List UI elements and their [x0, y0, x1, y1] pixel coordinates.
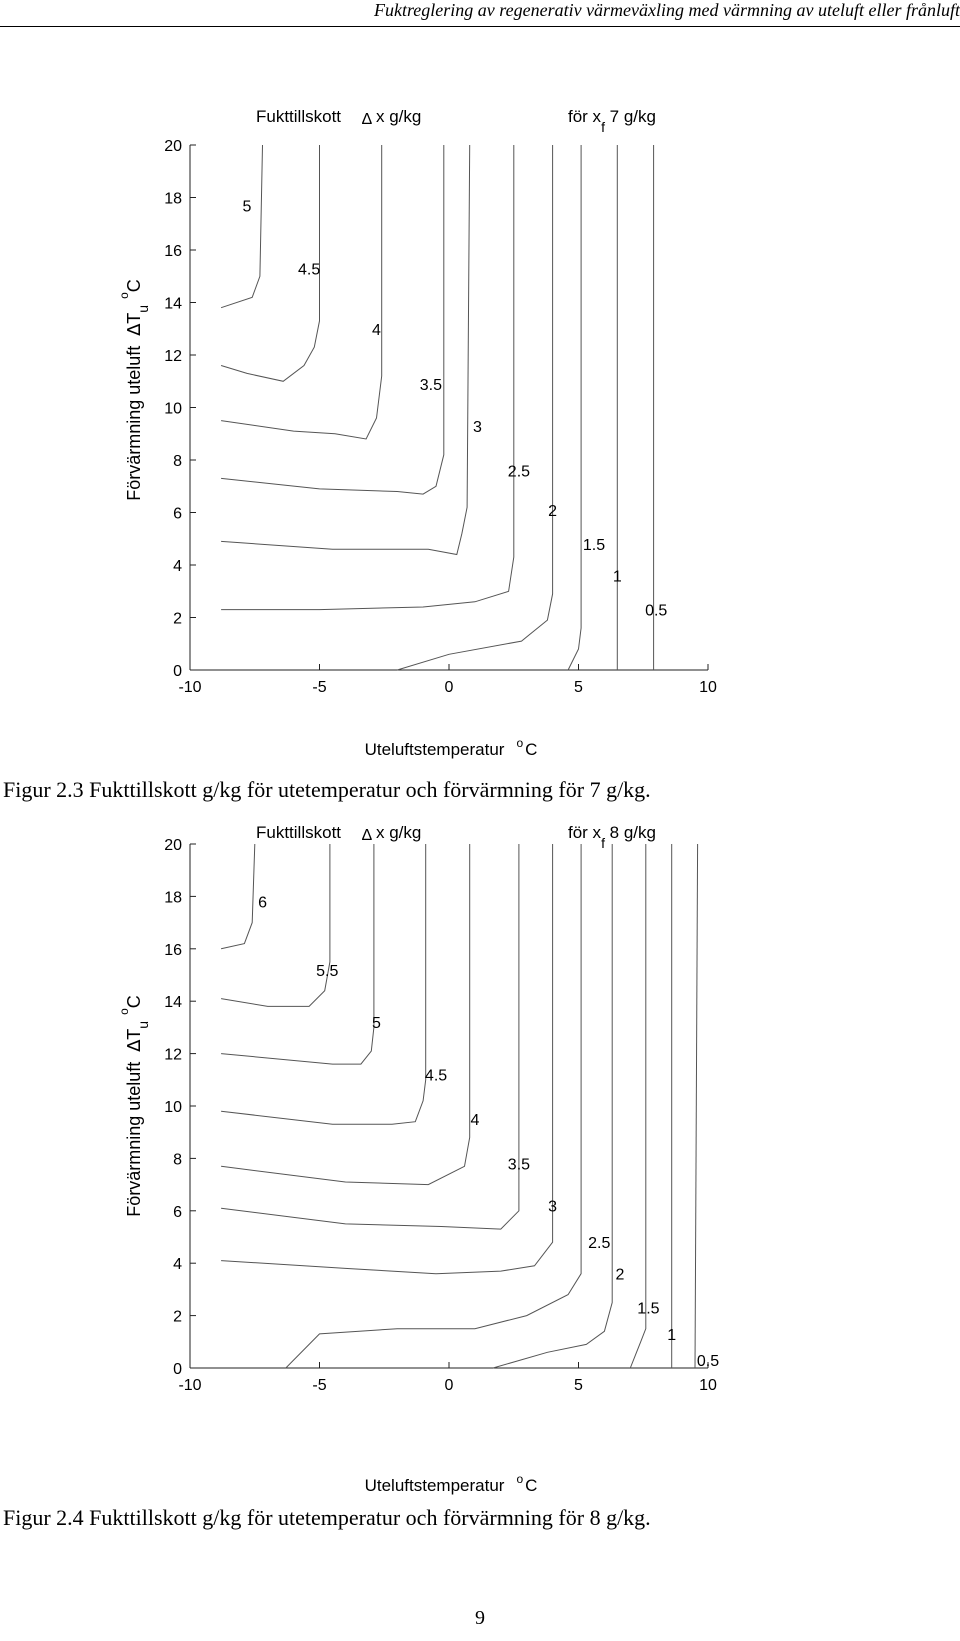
x-axis-label: [365, 1472, 538, 1495]
x-tick-label: 10: [699, 679, 717, 696]
y-tick-label: 0: [173, 663, 182, 680]
y-tick-label: 4: [173, 558, 182, 575]
contour-label-0.5: 0.5: [696, 1353, 720, 1371]
x-tick-label: -10: [178, 1377, 202, 1394]
contour-line-4: [221, 145, 382, 439]
contour-label-4.5: 4.5: [424, 1067, 448, 1085]
contour-label-5.5: 5.5: [316, 962, 339, 980]
x-tick-label: 5: [574, 1377, 583, 1394]
contour-label-2: 2: [615, 1266, 625, 1284]
x-tick-label: 10: [699, 1377, 717, 1394]
contour-line-4.5: [221, 844, 426, 1124]
y-tick-label: 10: [164, 400, 182, 418]
contour-label-2: 2: [548, 502, 558, 520]
chart-title-right: för $x_f$ 8 g/kg: [568, 823, 656, 851]
svg-text:Förvärmning uteluft∆TuoC: Förvärmning $uteluft\Delta T_u^oC$: [117, 279, 151, 501]
contour-label-0.5: 0.5: [645, 602, 668, 620]
y-tick-label: 18: [164, 889, 182, 907]
chart-title-mid: x g/kg: [376, 107, 422, 126]
y-tick-label: 8: [173, 453, 182, 470]
y-tick-label: 12: [164, 1046, 182, 1064]
x-tick-label: -5: [312, 679, 327, 696]
contour-line-2: [397, 145, 552, 670]
delta-symbol: ∆: [362, 827, 372, 844]
y-tick-label: 2: [173, 1308, 182, 1326]
chart-title-left: Fukttillskott: [256, 823, 342, 842]
chart-title-left: Fukttillskott: [256, 107, 342, 126]
figure-2-3: [0, 70, 960, 770]
contour-label-1.5: 1.5: [637, 1300, 660, 1318]
contour-line-0.5: [695, 844, 698, 1368]
contour-line-1.5: [568, 145, 581, 670]
delta-symbol: ∆: [362, 111, 372, 128]
figure-2-4: [0, 786, 960, 1526]
x-tick-label: 0: [444, 1377, 454, 1394]
contour-line-3.5: [221, 145, 444, 494]
contour-label-3.5: 3.5: [419, 376, 442, 394]
y-axis-label: [117, 279, 151, 501]
contour-line-5.5: [221, 844, 330, 1006]
contour-label-3: 3: [473, 418, 482, 436]
page-header: [0, 0, 960, 27]
contour-line-5: [221, 145, 262, 308]
contour-label-1: 1: [612, 568, 622, 586]
contour-label-6: 6: [258, 894, 267, 912]
svg-text:UteluftstemperaturoC: Uteluftstemperatur $^o$ C: [364, 736, 538, 759]
contour-label-4: 4: [470, 1112, 480, 1130]
contour-chart-8gkg: [0, 786, 960, 1526]
y-tick-label: 2: [173, 610, 182, 628]
y-tick-label: 14: [164, 295, 182, 313]
contour-label-5: 5: [372, 1015, 381, 1033]
contour-label-2.5: 2.5: [588, 1235, 611, 1253]
page-number: 9: [475, 1607, 485, 1629]
y-tick-label: 20: [164, 138, 182, 155]
svg-text:UteluftstemperaturoC: Uteluftstemperatur $^o$ C: [364, 1472, 538, 1495]
y-tick-label: 0: [173, 1361, 182, 1378]
y-tick-label: 14: [164, 994, 182, 1012]
contour-label-4: 4: [372, 321, 381, 339]
contour-label-4.5: 4.5: [298, 261, 321, 279]
y-tick-label: 10: [164, 1099, 182, 1116]
contour-label-2.5: 2.5: [507, 463, 531, 481]
figure-caption-2-4: Figur 2.4 Fukttillskott g/kg för utetemperatur och förvärmning för 8 g/kg.: [3, 1505, 651, 1530]
contour-line-5: [221, 844, 374, 1064]
y-tick-label: 8: [173, 1151, 182, 1169]
contour-chart-7gkg: [0, 70, 960, 770]
x-tick-label: 0: [444, 679, 454, 696]
contour-label-3.5: 3.5: [507, 1156, 531, 1174]
y-axis-label: [117, 995, 151, 1217]
svg-text:Förvärmning uteluft∆TuoC: Förvärmning $uteluft\Delta T_u^oC$: [117, 995, 151, 1217]
y-tick-label: 20: [164, 837, 182, 854]
contour-line-3: [221, 145, 470, 555]
x-tick-label: -5: [312, 1377, 327, 1394]
contour-label-1.5: 1.5: [582, 537, 606, 554]
x-axis-label: [365, 736, 538, 759]
contour-line-1.5: [630, 844, 646, 1368]
x-tick-label: -10: [178, 679, 202, 696]
chart-title-mid: x g/kg: [376, 823, 422, 842]
figure-caption-2-3: Figur 2.3 Fukttillskott g/kg för utetemperatur och förvärmning för 7 g/kg.: [3, 777, 651, 802]
contour-line-3: [221, 844, 552, 1274]
y-tick-label: 6: [173, 505, 182, 523]
y-tick-label: 18: [164, 190, 182, 208]
x-tick-label: 5: [574, 679, 583, 696]
y-tick-label: 16: [164, 243, 182, 260]
chart-title-right: för $x_f$ 7 g/kg: [568, 107, 656, 135]
contour-label-3: 3: [548, 1198, 558, 1216]
running-header: Fuktreglering av regenerativ värmeväxling med värmning av uteluft eller frånluft: [373, 0, 960, 20]
contour-line-6: [221, 844, 255, 949]
y-tick-label: 4: [173, 1256, 182, 1274]
y-tick-label: 12: [164, 348, 182, 365]
contour-label-5: 5: [242, 198, 252, 216]
y-tick-label: 16: [164, 941, 182, 959]
contour-label-1: 1: [667, 1326, 677, 1344]
y-tick-label: 6: [173, 1203, 182, 1221]
